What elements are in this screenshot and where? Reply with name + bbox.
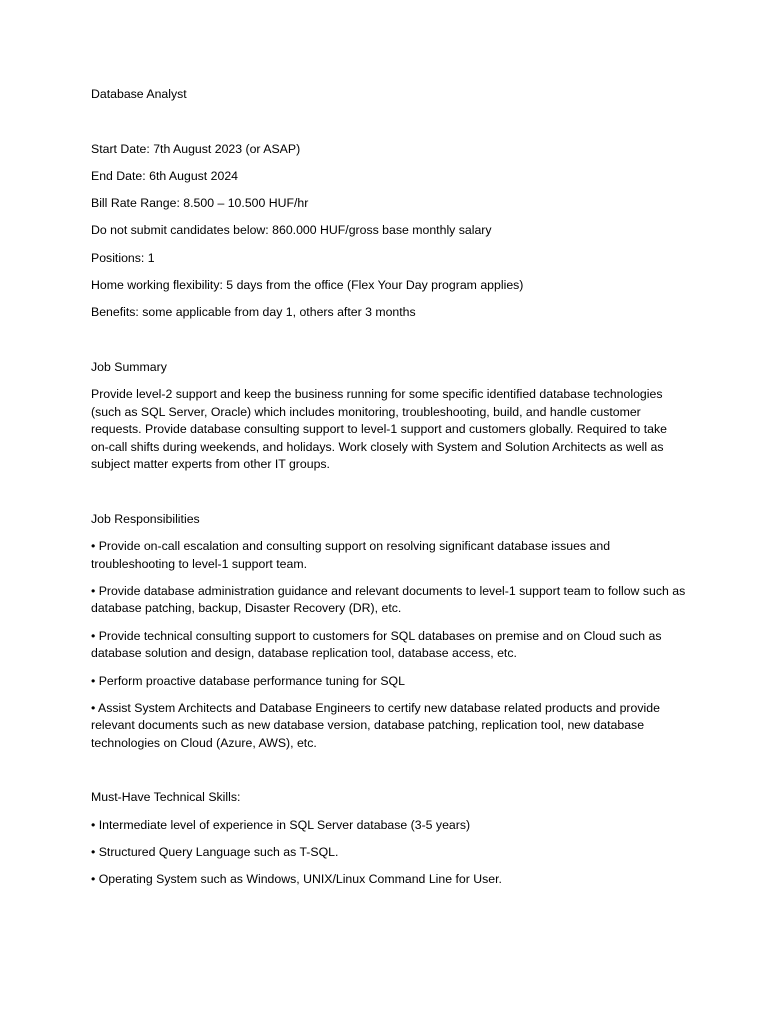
responsibility-item: • Provide database administration guidance and relevant documents to level-1 support team to follow such as database patching, backup, Disaster Recovery (DR), etc. <box>91 583 686 616</box>
detail-start-date: Start Date: 7th August 2023 (or ASAP) <box>91 141 301 156</box>
detail-end-date: End Date: 6th August 2024 <box>91 168 238 183</box>
document-title: Database Analyst <box>91 87 187 101</box>
detail-positions: Positions: 1 <box>91 250 155 265</box>
job-summary-heading: Job Summary <box>91 359 167 374</box>
responsibility-item: • Assist System Architects and Database Engineers to certify new database related products and provide relevant documents such as new database version, database patching, replication tool, new database technologies on Cloud (Azure, AWS), etc. <box>91 700 660 750</box>
detail-salary-floor: Do not submit candidates below: 860.000 HUF/gross base monthly salary <box>91 223 492 238</box>
skill-item: • Structured Query Language such as T-SQL. <box>91 845 339 860</box>
skill-item: • Intermediate level of experience in SQL Server database (3-5 years) <box>91 817 471 832</box>
blank-line <box>91 113 688 131</box>
job-summary-text: Provide level-2 support and keep the business running for some specific identified database technologies (such as SQL Server, Oracle) which includes monitoring, troubleshooting, build, and handle customer requests. Provide database consulting support to level-1 support and customers globally. Required to take on-call shifts during weekends, and holidays. Work closely with System and Solution Architects as well as subject matter experts from other IT groups. <box>91 387 668 472</box>
skills-heading: Must-Have Technical Skills: <box>91 790 241 805</box>
responsibility-item: • Provide technical consulting support to customers for SQL databases on premise and on Cloud such as database solution and design, database replication tool, database access, etc. <box>91 628 662 661</box>
responsibilities-heading: Job Responsibilities <box>91 511 200 526</box>
blank-line <box>91 484 688 502</box>
detail-bill-rate: Bill Rate Range: 8.500 – 10.500 HUF/hr <box>91 196 309 211</box>
detail-benefits: Benefits: some applicable from day 1, others after 3 months <box>91 305 416 320</box>
blank-line <box>91 332 688 350</box>
skill-item: • Operating System such as Windows, UNIX/Linux Command Line for User. <box>91 872 502 887</box>
blank-line <box>91 762 688 780</box>
responsibility-item: • Provide on-call escalation and consulting support on resolving significant database issues and troubleshooting to level-1 support team. <box>91 539 611 571</box>
detail-home-working: Home working flexibility: 5 days from the office (Flex Your Day program applies) <box>91 278 524 293</box>
responsibility-item: • Perform proactive database performance tuning for SQL <box>91 673 405 688</box>
